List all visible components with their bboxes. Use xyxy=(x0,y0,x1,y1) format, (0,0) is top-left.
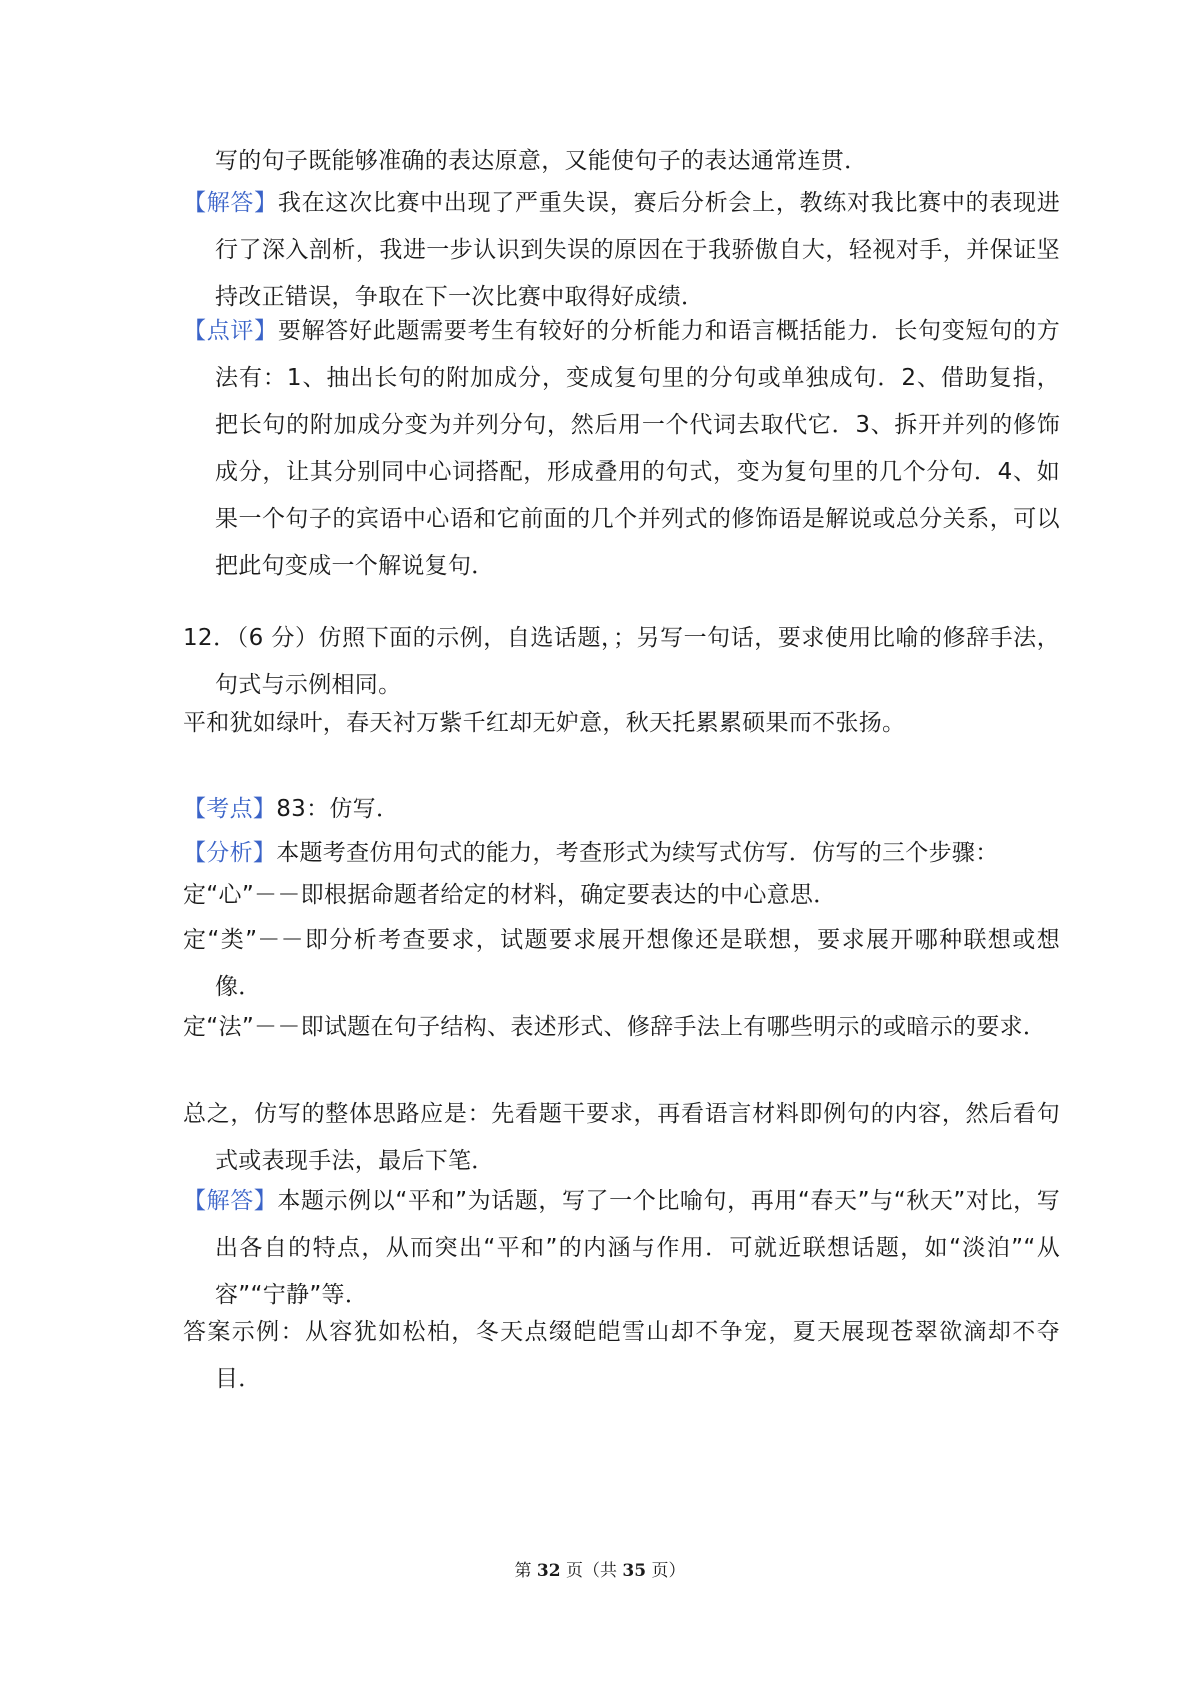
fenxi-text: 本题考查仿用句式的能力，考查形式为续写式仿写．仿写的三个步骤： xyxy=(276,840,999,866)
footer-suffix: 页） xyxy=(651,1561,686,1581)
answer-tag: 【解答】 xyxy=(183,190,278,216)
page-footer xyxy=(0,1556,1200,1581)
jieda-paragraph xyxy=(183,1178,1060,1319)
footer-middle: 页（共 xyxy=(566,1561,617,1581)
comment-paragraph xyxy=(183,308,1060,590)
jieda-text: 本题示例以“平和”为话题，写了一个比喻句，再用“春天”与“秋天”对比，写出各自的特点，从而突出“平和”的内涵与作用．可就近联想话题，如“淡泊”“从容”“宁静”等． xyxy=(215,1188,1061,1308)
fenxi-step-1 xyxy=(183,872,1060,919)
fenxi-tag: 【分析】 xyxy=(183,840,277,866)
answer-example xyxy=(183,1309,1060,1403)
fenxi-summary xyxy=(183,1091,1060,1185)
footer-page-number: 32 xyxy=(536,1561,561,1581)
answer-paragraph xyxy=(183,180,1060,321)
kaodian-tag: 【考点】 xyxy=(183,796,277,822)
example-sentence: 平和犹如绿叶，春天衬万紫千红却无妒意，秋天托累累硕果而不张扬。 xyxy=(183,710,906,736)
continued-text: 写的句子既能够准确的表达原意，又能使句子的表达通常连贯． xyxy=(215,148,868,174)
step-3-text: 定“法”－－即试题在句子结构、表述形式、修辞手法上有哪些明示的或暗示的要求． xyxy=(183,1014,1047,1040)
step-1-text: 定“心”－－即根据命题者给定的材料，确定要表达的中心意思． xyxy=(183,882,837,908)
footer-prefix: 第 xyxy=(514,1561,532,1581)
kaodian-paragraph xyxy=(183,786,1060,833)
comment-text: 要解答好此题需要考生有较好的分析能力和语言概括能力．长句变短句的方法有：1、抽出长句的附加成分，变成复句里的分句或单独成句．2、借助复指，把长句的附加成分变为并列分句，然后用一个代词去取代它．3、拆开并列的修饰成分，让其分别同中心词搭配，形成叠用的句式，变为复句里的几个分句．4、如果一个句子的宾语中心语和它前面的几个并列式的修饰语是解说或总分关系，可以把此句变成一个解说复句． xyxy=(215,318,1060,579)
step-2-text: 定“类”－－即分析考查要求，试题要求展开想像还是联想，要求展开哪种联想或想像． xyxy=(183,927,1060,1000)
fenxi-step-3 xyxy=(183,1004,1060,1051)
continued-paragraph xyxy=(183,138,1060,185)
question-12 xyxy=(183,615,1060,709)
fenxi-step-2 xyxy=(183,917,1060,1011)
fenxi-paragraph xyxy=(183,830,1060,877)
kaodian-text: 83：仿写． xyxy=(276,796,400,822)
answer-text: 我在这次比赛中出现了严重失误，赛后分析会上，教练对我比赛中的表现进行了深入剖析，我进一步认识到失误的原因在于我骄傲自大，轻视对手，并保证坚持改正错误，争取在下一次比赛中取得好成绩． xyxy=(215,190,1060,310)
summary-text: 总之，仿写的整体思路应是：先看题干要求，再看语言材料即例句的内容，然后看句式或表现手法，最后下笔． xyxy=(183,1101,1060,1174)
question-12-example xyxy=(183,700,1028,747)
footer-total-pages: 35 xyxy=(622,1561,647,1581)
jieda-tag: 【解答】 xyxy=(183,1188,278,1214)
comment-tag: 【点评】 xyxy=(183,318,278,344)
answer-example-text: 答案示例：从容犹如松柏，冬天点缀皑皑雪山却不争宠，夏天展现苍翠欲滴却不夺目． xyxy=(183,1319,1060,1392)
question-12-text: 12．（6 分）仿照下面的示例，自选话题，；另写一句话，要求使用比喻的修辞手法，句式与示例相同。 xyxy=(183,625,1060,698)
